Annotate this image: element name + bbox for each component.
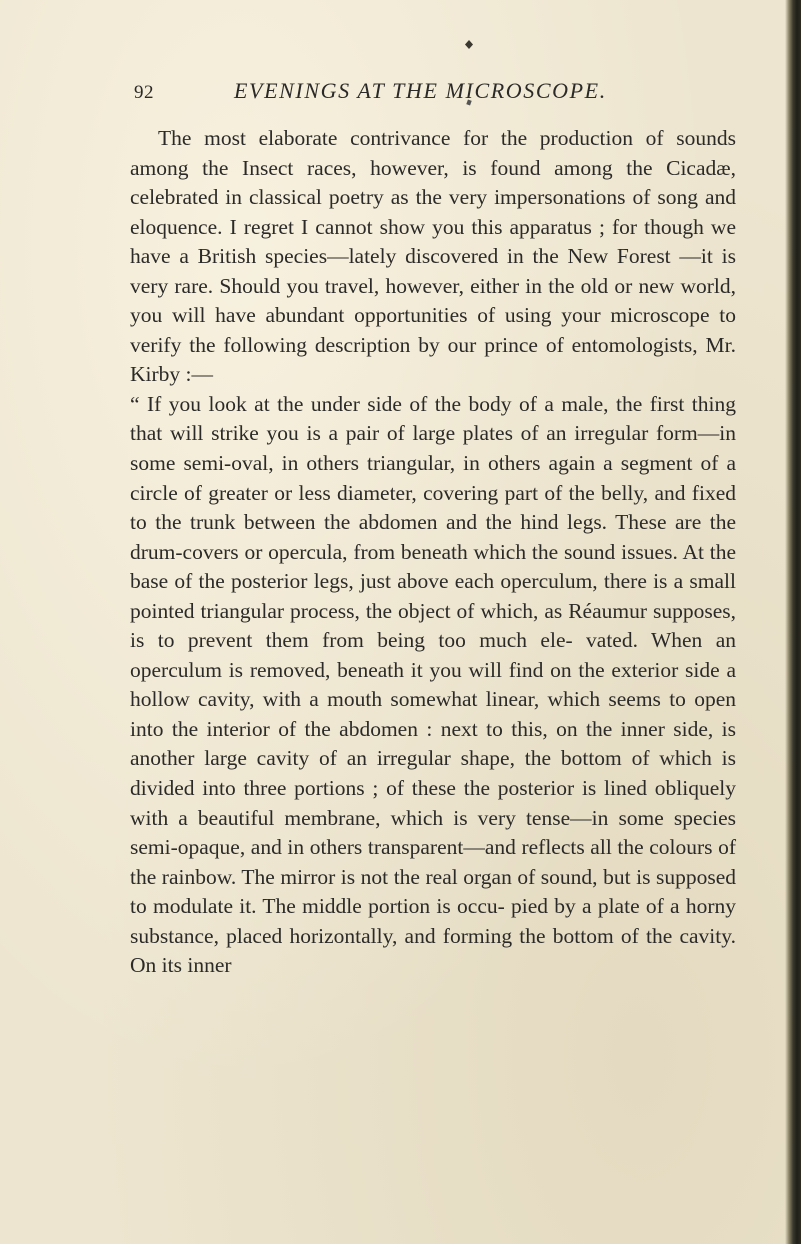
page-edge-shadow <box>785 0 801 1244</box>
page-header <box>134 78 654 112</box>
printer-ornament <box>465 40 473 49</box>
running-head: EVENINGS AT THE MICROSCOPE. <box>234 78 607 103</box>
body-text <box>130 124 736 981</box>
paragraph-kirby-quote: “ If you look at the under side of the body of a male, the first thing that will strike you is a pair of large plates of an irregular form—in some semi-oval, in others triangular, in others again a segment of a circle of greater or less diameter, covering part of the belly, and fixed to the trunk between the abdomen and the hind legs. These are the drum-covers or opercula, from beneath which the sound issues. At the base of the posterior legs, just above each operculum, there is a small pointed triangular process, the object of which, as Réaumur supposes, is to prevent them from being too much ele- vated. When an operculum is removed, beneath it you will find on the exterior side a hollow cavity, with a mouth somewhat linear, which seems to open into the interior of the abdomen : next to this, on the inner side, is another large cavity of an irregular shape, the bottom of which is divided into three portions ; of these the posterior is lined obliquely with a beautiful membrane, which is very tense—in some species semi-opaque, and in others transparent—and reflects all the colours of the rainbow. The mirror is not the real organ of sound, but is supposed to modulate it. The middle portion is occu- pied by a plate of a horny substance, placed horizontally, and forming the bottom of the cavity. On its inner <box>130 391 736 978</box>
page-number: 92 <box>134 82 154 103</box>
paragraph-cicadae-intro: The most elaborate contrivance for the production of sounds among the Insect races, however, is found among the Cicadæ, celebrated in classical poetry as the very impersonations of song and eloquence. I regret I cannot show you this apparatus ; for though we have a British species—lately discovered in the New Forest —it is very rare. Should you travel, however, either in the old or new world, you will have abundant opportunities of using your microscope to verify the following description by our prince of entomologists, Mr. Kirby :— <box>130 126 736 387</box>
